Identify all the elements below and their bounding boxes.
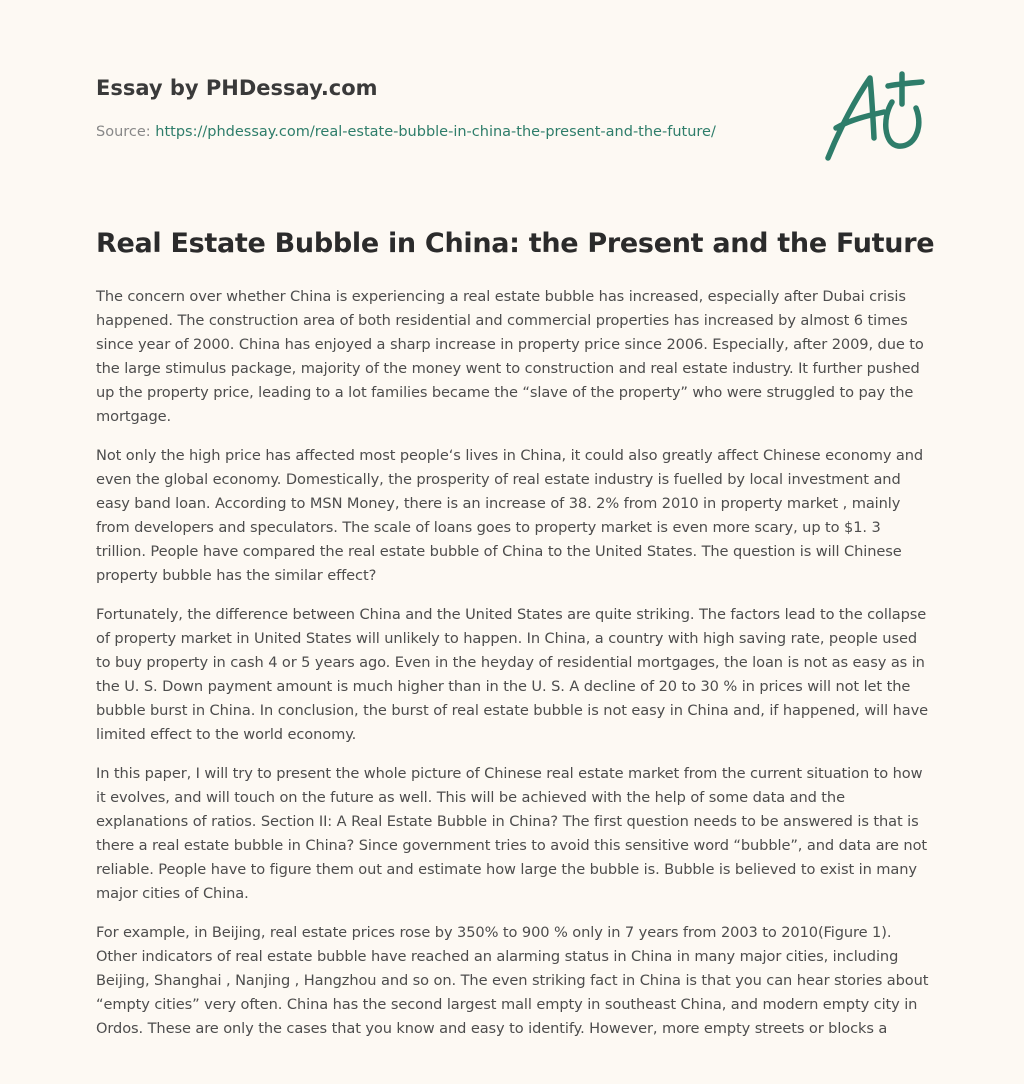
a-plus-logo-icon [818, 66, 930, 166]
source-link[interactable]: https://phdessay.com/real-estate-bubble-in-china-the-present-and-the-future/ [155, 124, 716, 140]
essay-body [96, 285, 932, 1056]
essay-paragraph: For example, in Beijing, real estate prices rose by 350% to 900 % only in 7 years from 2003 to 2010(Figure 1). Other indicators of real estate bubble have reached an alarming status in China in many major cities, including Beijing, Shanghai , Nanjing , Hangzhou and so on. The even striking fact in China is that you can hear stories about “empty cities” very often. China has the second largest mall empty in southeast China, and modern empty city in Ordos. These are only the cases that you know and easy to identify. However, more empty streets or blocks a [96, 924, 929, 1037]
source-line [96, 124, 716, 140]
essay-paragraph: Not only the high price has affected most people‘s lives in China, it could also greatly affect Chinese economy and even the global economy. Domestically, the prosperity of real estate industry is fuelled by local investment and easy band loan. According to MSN Money, there is an increase of 38. 2% from 2010 in property market , mainly from developers and speculators. The scale of loans goes to property market is even more scary, up to $1. 3 trillion. People have compared the real estate bubble of China to the United States. The question is will Chinese property bubble has the similar effect? [96, 447, 924, 584]
essay-paragraph: In this paper, I will try to present the whole picture of Chinese real estate market from the current situation to how it evolves, and will touch on the future as well. This will be achieved with the help of some data and the explanations of ratios. Section II: A Real Estate Bubble in China? The first question needs to be answered is that is there a real estate bubble in China? Since government tries to avoid this sensitive word “bubble”, and data are not reliable. People have to figure them out and estimate how large the bubble is. Bubble is believed to exist in many major cities of China. [96, 765, 928, 902]
essay-title: Real Estate Bubble in China: the Present and the Future [96, 228, 935, 259]
source-label: Source: [96, 124, 156, 140]
essay-paragraph: Fortunately, the difference between China and the United States are quite striking. The factors lead to the collapse of property market in United States will unlikely to happen. In China, a country with high saving rate, people used to buy property in cash 4 or 5 years ago. Even in the heyday of residential mortgages, the loan is not as easy as in the U. S. Down payment amount is much higher than in the U. S. A decline of 20 to 30 % in prices will not let the bubble burst in China. In conclusion, the burst of real estate bubble is not easy in China and, if happened, will have limited effect to the world economy. [96, 606, 928, 743]
site-brand: Essay by PHDessay.com [96, 76, 378, 100]
essay-paragraph: The concern over whether China is experiencing a real estate bubble has increased, especially after Dubai crisis happened. The construction area of both residential and commercial properties has increased by almost 6 times since year of 2000. China has enjoyed a sharp increase in property price since 2006. Especially, after 2009, due to the large stimulus package, majority of the money went to construction and real estate industry. It further pushed up the property price, leading to a lot families became the “slave of the property” who were struggled to pay the mortgage. [96, 288, 924, 425]
